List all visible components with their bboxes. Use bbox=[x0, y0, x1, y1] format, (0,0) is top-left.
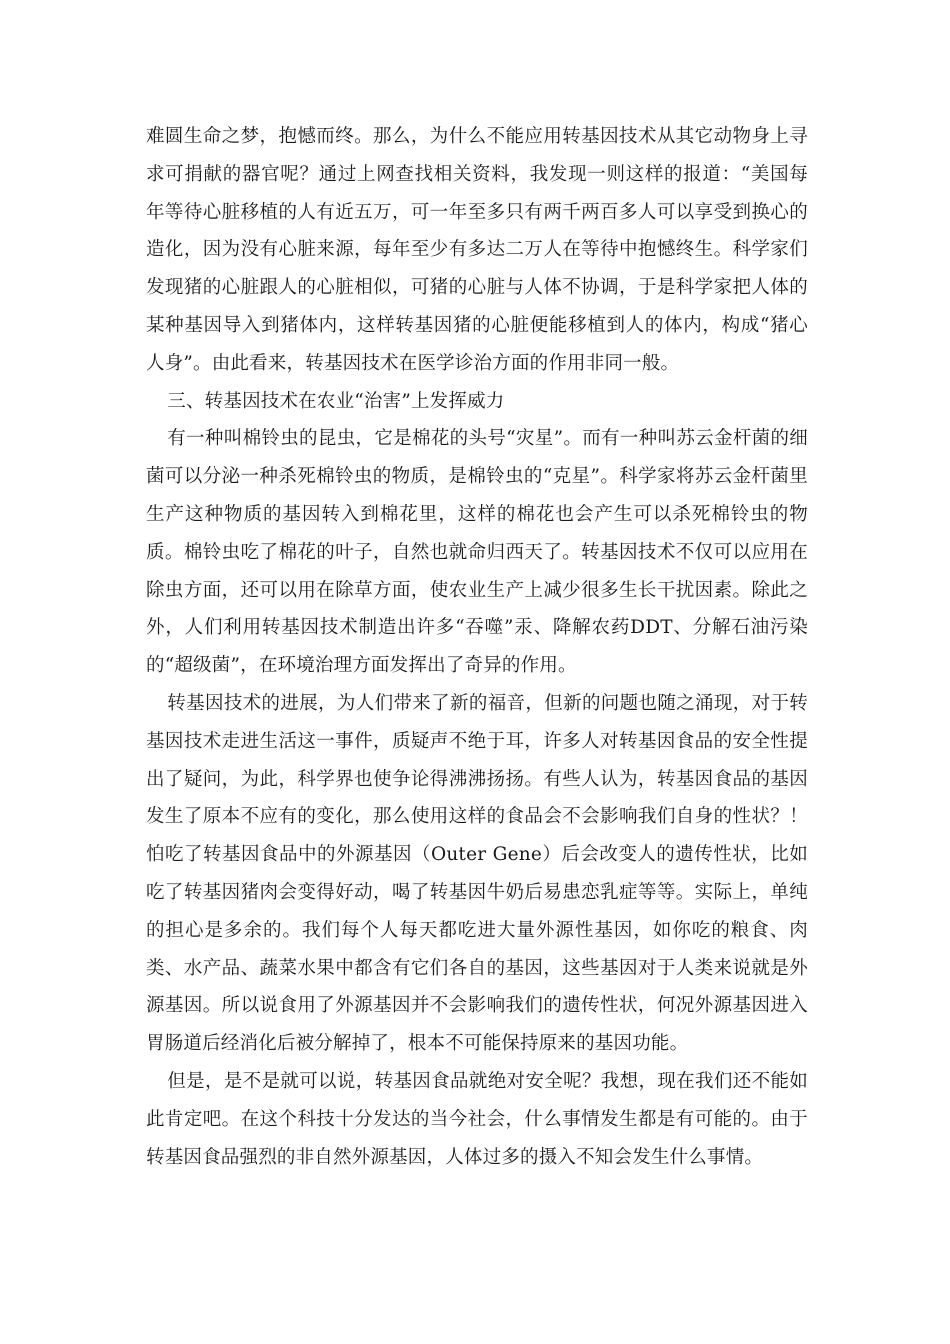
paragraph-conclusion: 但是，是不是就可以说，转基因食品就绝对安全呢？我想，现在我们还不能如此肯定吧。在这个科技十分发达的当今社会，什么事情发生都是有可能的。由于转基因食品强烈的非自然外源基因，人体过多的摄入不知会发生什么事情。 bbox=[146, 1070, 808, 1168]
paragraph-cotton-bollworm: 有一种叫棉铃虫的昆虫，它是棉花的头号“灾星”。而有一种叫苏云金杆菌的细菌可以分泌一种杀死棉铃虫的物质，是棉铃虫的“克星”。科学家将苏云金杆菌里生产这种物质的基因转入到棉花里，这样的棉花也会产生可以杀死棉铃虫的物质。棉铃虫吃了棉花的叶子，自然也就命归西天了。转基因技术不仅可以应用在除虫方面，还可以用在除草方面，使农业生产上减少很多生长干扰因素。除此之外，人们利用转基因技术制造出许多“吞噬”汞、降解农药DDT、分解石油污染的“超级菌”，在环境治理方面发挥出了奇异的作用。 bbox=[146, 428, 808, 677]
paragraph-organ-transplant: 难圆生命之梦，抱憾而终。那么，为什么不能应用转基因技术从其它动物身上寻求可捐献的器官呢？通过上网查找相关资料，我发现一则这样的报道：“美国每年等待心脏移植的人有近五万，可一年至多只有两千两百多人可以享受到换心的造化，因为没有心脏来源，每年至少有多达二万人在等待中抱憾终生。科学家们发现猪的心脏跟人的心脏相似，可猪的心脏与人体不协调，于是科学家把人体的某种基因导入到猪体内，这样转基因猪的心脏便能移植到人的体内，构成“猪心人身”。由此看来，转基因技术在医学诊治方面的作用非同一般。 bbox=[146, 126, 808, 374]
section-heading-agriculture: 三、转基因技术在农业“治害”上发挥威力 bbox=[167, 390, 505, 412]
document-body bbox=[146, 118, 808, 1176]
paragraph-safety-debate: 转基因技术的进展，为人们带来了新的福音，但新的问题也随之涌现，对于转基因技术走进生活这一事件，质疑声不绝于耳，许多人对转基因食品的安全性提出了疑问，为此，科学界也使争论得沸沸扬扬。有些人认为，转基因食品的基因发生了原本不应有的变化，那么使用这样的食品会不会影响我们自身的性状？！怕吃了转基因食品中的外源基因（Outer Gene）后会改变人的遗传性状，比如吃了转基因猪肉会变得好动，喝了转基因牛奶后易患恋乳症等等。实际上，单纯的担心是多余的。我们每个人每天都吃进大量外源性基因，如你吃的粮食、肉类、水产品、蔬菜水果中都含有它们各自的基因，这些基因对于人类来说就是外源基因。所以说食用了外源基因并不会影响我们的遗传性状，何况外源基因进入胃肠道后经消化后被分解掉了，根本不可能保持原来的基因功能。 bbox=[146, 692, 808, 1055]
